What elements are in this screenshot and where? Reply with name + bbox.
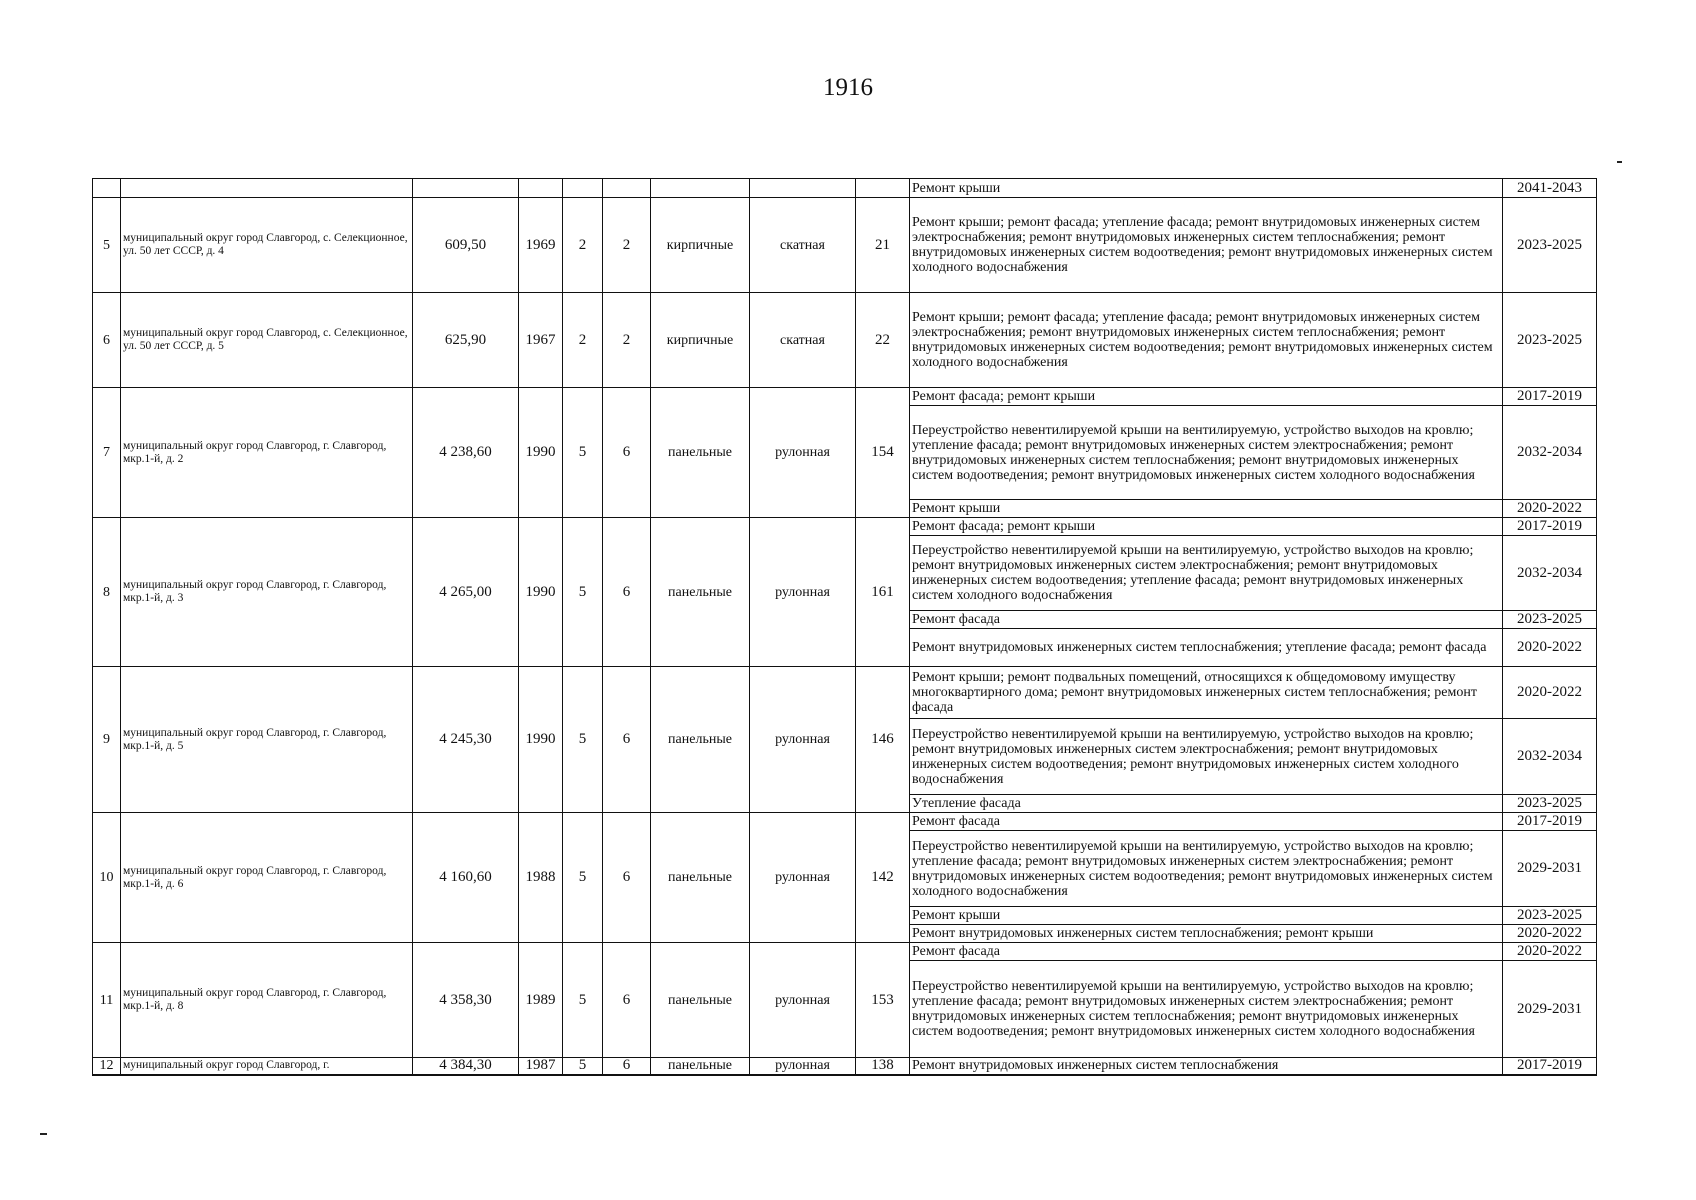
entrance-count: 6 <box>603 667 651 813</box>
entrance-count: 6 <box>603 813 651 943</box>
table-body <box>93 179 1597 1075</box>
resident-count: 21 <box>856 198 910 293</box>
work-text: Ремонт фасада; ремонт крыши <box>910 518 1503 536</box>
work-period: 2020-2022 <box>1503 943 1597 961</box>
page-number: 1916 <box>823 74 873 101</box>
resident-count: 154 <box>856 388 910 518</box>
floor-count: 2 <box>563 198 603 293</box>
total-area: 625,90 <box>413 293 519 388</box>
wall-material: кирпичные <box>651 293 750 388</box>
building-address: муниципальный округ город Славгород, с. Селекционное, ул. 50 лет СССР, д. 5 <box>121 293 413 388</box>
roof-type: рулонная <box>750 943 856 1058</box>
work-text: Переустройство невентилируемой крыши на вентилируемую, устройство выходов на кровлю; утепление фасада; ремонт внутридомовых инженерных систем электроснабжения; ремонт внутридомовых инженерных систем теплоснабжения; ремонт внутридомовых инженерных систем водоотведения; ремонт внутридомовых инженерных систем холодного водоснабжения <box>910 406 1503 500</box>
work-text: Ремонт крыши; ремонт фасада; утепление фасада; ремонт внутридомовых инженерных систем электроснабжения; ремонт внутридомовых инженерных систем теплоснабжения; ремонт внутридомовых инженерных систем водоотведения; ремонт внутридомовых инженерных систем холодного водоснабжения <box>910 198 1503 293</box>
total-area: 4 238,60 <box>413 388 519 518</box>
work-text: Ремонт фасада; ремонт крыши <box>910 388 1503 406</box>
resident-count: 153 <box>856 943 910 1058</box>
entrance-count: 6 <box>603 943 651 1058</box>
row-number: 12 <box>93 1058 121 1075</box>
total-area: 4 245,30 <box>413 667 519 813</box>
work-period: 2023-2025 <box>1503 795 1597 813</box>
roof-type: рулонная <box>750 813 856 943</box>
empty-cell <box>603 179 651 198</box>
empty-cell <box>651 179 750 198</box>
work-text: Переустройство невентилируемой крыши на вентилируемую, устройство выходов на кровлю; утепление фасада; ремонт внутридомовых инженерных систем электроснабжения; ремонт внутридомовых инженерных систем теплоснабжения; ремонт внутридомовых инженерных систем водоотведения; ремонт внутридомовых инженерных систем холодного водоснабжения <box>910 961 1503 1058</box>
wall-material: панельные <box>651 813 750 943</box>
work-period: 2023-2025 <box>1503 611 1597 629</box>
building-row <box>93 293 1597 388</box>
building-row <box>93 1058 1597 1075</box>
wall-material: кирпичные <box>651 198 750 293</box>
wall-material: панельные <box>651 388 750 518</box>
work-text: Ремонт фасада <box>910 813 1503 831</box>
row-number: 11 <box>93 943 121 1058</box>
roof-type: рулонная <box>750 1058 856 1075</box>
work-period: 2029-2031 <box>1503 961 1597 1058</box>
resident-count: 138 <box>856 1058 910 1075</box>
entrance-count: 6 <box>603 518 651 667</box>
roof-type: рулонная <box>750 388 856 518</box>
work-period: 2020-2022 <box>1503 667 1597 719</box>
work-text: Утепление фасада <box>910 795 1503 813</box>
floor-count: 5 <box>563 1058 603 1075</box>
floor-count: 2 <box>563 293 603 388</box>
work-text: Ремонт фасада <box>910 611 1503 629</box>
floor-count: 5 <box>563 667 603 813</box>
roof-type: скатная <box>750 198 856 293</box>
build-year: 1990 <box>519 518 563 667</box>
building-row <box>93 518 1597 536</box>
empty-cell <box>121 179 413 198</box>
building-address: муниципальный округ город Славгород, г. Славгород, мкр.1-й, д. 5 <box>121 667 413 813</box>
resident-count: 146 <box>856 667 910 813</box>
empty-cell <box>519 179 563 198</box>
work-period: 2041-2043 <box>1503 179 1597 198</box>
entrance-count: 2 <box>603 198 651 293</box>
building-row <box>93 813 1597 831</box>
building-row <box>93 943 1597 961</box>
resident-count: 161 <box>856 518 910 667</box>
build-year: 1989 <box>519 943 563 1058</box>
build-year: 1990 <box>519 667 563 813</box>
building-address: муниципальный округ город Славгород, г. Славгород, мкр.1-й, д. 8 <box>121 943 413 1058</box>
build-year: 1987 <box>519 1058 563 1075</box>
row-number: 8 <box>93 518 121 667</box>
work-period: 2023-2025 <box>1503 907 1597 925</box>
work-period: 2023-2025 <box>1503 293 1597 388</box>
work-text: Ремонт крыши <box>910 179 1503 198</box>
roof-type: рулонная <box>750 518 856 667</box>
work-text: Ремонт фасада <box>910 943 1503 961</box>
build-year: 1967 <box>519 293 563 388</box>
building-address: муниципальный округ город Славгород, г. Славгород, мкр.1-й, д. 6 <box>121 813 413 943</box>
resident-count: 142 <box>856 813 910 943</box>
empty-cell <box>856 179 910 198</box>
work-period: 2020-2022 <box>1503 629 1597 667</box>
row-number: 6 <box>93 293 121 388</box>
total-area: 4 384,30 <box>413 1058 519 1075</box>
work-period: 2029-2031 <box>1503 831 1597 907</box>
work-text: Переустройство невентилируемой крыши на вентилируемую, устройство выходов на кровлю; ремонт внутридомовых инженерных систем электроснабжения; ремонт внутридомовых инженерных систем водоотведения; ремонт внутридомовых инженерных систем холодного водоснабжения <box>910 719 1503 795</box>
empty-cell <box>93 179 121 198</box>
work-period: 2023-2025 <box>1503 198 1597 293</box>
roof-type: скатная <box>750 293 856 388</box>
total-area: 609,50 <box>413 198 519 293</box>
wall-material: панельные <box>651 1058 750 1075</box>
empty-cell <box>413 179 519 198</box>
work-period: 2017-2019 <box>1503 518 1597 536</box>
empty-cell <box>563 179 603 198</box>
total-area: 4 160,60 <box>413 813 519 943</box>
building-address: муниципальный округ город Славгород, с. Селекционное, ул. 50 лет СССР, д. 4 <box>121 198 413 293</box>
carryover-row <box>93 179 1597 198</box>
work-text: Ремонт крыши <box>910 907 1503 925</box>
work-period: 2020-2022 <box>1503 500 1597 518</box>
wall-material: панельные <box>651 667 750 813</box>
wall-material: панельные <box>651 518 750 667</box>
entrance-count: 6 <box>603 388 651 518</box>
row-number: 5 <box>93 198 121 293</box>
capital-repair-table <box>92 178 1597 1076</box>
work-text: Ремонт крыши; ремонт фасада; утепление фасада; ремонт внутридомовых инженерных систем электроснабжения; ремонт внутридомовых инженерных систем теплоснабжения; ремонт внутридомовых инженерных систем водоотведения; ремонт внутридомовых инженерных систем холодного водоснабжения <box>910 293 1503 388</box>
floor-count: 5 <box>563 518 603 667</box>
row-number: 9 <box>93 667 121 813</box>
work-text: Ремонт внутридомовых инженерных систем теплоснабжения; утепление фасада; ремонт фасада <box>910 629 1503 667</box>
work-text: Ремонт внутридомовых инженерных систем теплоснабжения <box>910 1058 1503 1075</box>
work-period: 2020-2022 <box>1503 925 1597 943</box>
build-year: 1969 <box>519 198 563 293</box>
total-area: 4 358,30 <box>413 943 519 1058</box>
building-row <box>93 388 1597 406</box>
entrance-count: 2 <box>603 293 651 388</box>
building-address: муниципальный округ город Славгород, г. <box>121 1058 413 1075</box>
work-text: Ремонт внутридомовых инженерных систем теплоснабжения; ремонт крыши <box>910 925 1503 943</box>
work-period: 2017-2019 <box>1503 1058 1597 1075</box>
roof-type: рулонная <box>750 667 856 813</box>
work-period: 2032-2034 <box>1503 719 1597 795</box>
building-row <box>93 667 1597 719</box>
total-area: 4 265,00 <box>413 518 519 667</box>
scan-mark <box>40 1133 47 1135</box>
work-period: 2032-2034 <box>1503 406 1597 500</box>
building-row <box>93 198 1597 293</box>
entrance-count: 6 <box>603 1058 651 1075</box>
building-address: муниципальный округ город Славгород, г. Славгород, мкр.1-й, д. 2 <box>121 388 413 518</box>
work-text: Переустройство невентилируемой крыши на вентилируемую, устройство выходов на кровлю; утепление фасада; ремонт внутридомовых инженерных систем электроснабжения; ремонт внутридомовых инженерных систем водоотведения; ремонт внутридомовых инженерных систем холодного водоснабжения <box>910 831 1503 907</box>
row-number: 10 <box>93 813 121 943</box>
scan-mark <box>1617 161 1622 163</box>
work-text: Ремонт крыши; ремонт подвальных помещений, относящихся к общедомовому имуществу многоквартирного дома; ремонт внутридомовых инженерных систем теплоснабжения; ремонт фасада <box>910 667 1503 719</box>
floor-count: 5 <box>563 813 603 943</box>
empty-cell <box>750 179 856 198</box>
work-text: Ремонт крыши <box>910 500 1503 518</box>
build-year: 1988 <box>519 813 563 943</box>
row-number: 7 <box>93 388 121 518</box>
build-year: 1990 <box>519 388 563 518</box>
work-text: Переустройство невентилируемой крыши на вентилируемую, устройство выходов на кровлю; ремонт внутридомовых инженерных систем электроснабжения; ремонт внутридомовых инженерных систем водоотведения; утепление фасада; ремонт внутридомовых инженерных систем холодного водоснабжения <box>910 536 1503 611</box>
resident-count: 22 <box>856 293 910 388</box>
work-period: 2032-2034 <box>1503 536 1597 611</box>
work-period: 2017-2019 <box>1503 813 1597 831</box>
floor-count: 5 <box>563 943 603 1058</box>
work-period: 2017-2019 <box>1503 388 1597 406</box>
building-address: муниципальный округ город Славгород, г. Славгород, мкр.1-й, д. 3 <box>121 518 413 667</box>
wall-material: панельные <box>651 943 750 1058</box>
floor-count: 5 <box>563 388 603 518</box>
